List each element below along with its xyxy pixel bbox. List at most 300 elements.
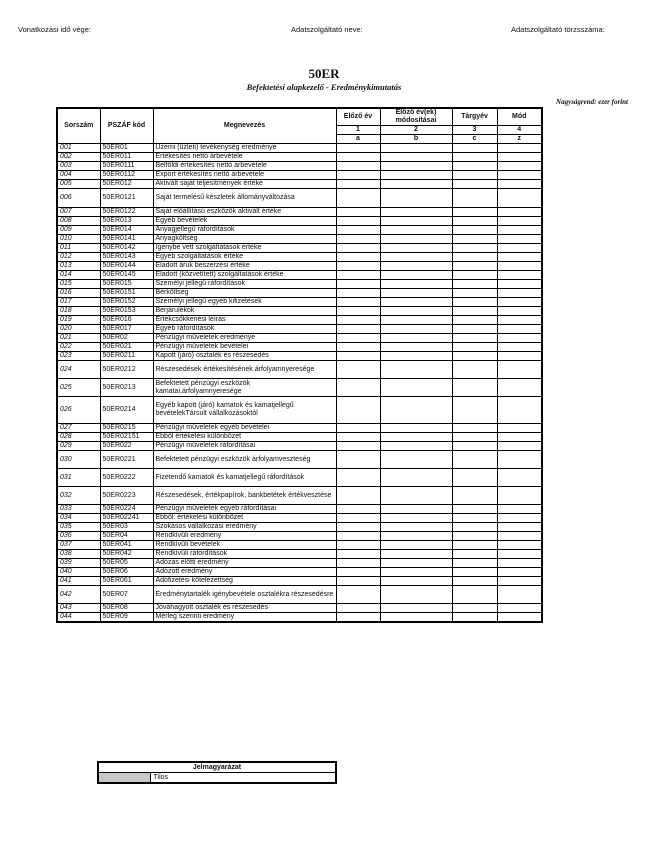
table-row <box>57 550 542 559</box>
value-current-year-cell[interactable] <box>452 343 497 352</box>
value-mod-cell[interactable] <box>497 397 542 424</box>
value-previous-year-changes-cell[interactable] <box>380 424 452 433</box>
value-previous-year-changes-cell[interactable] <box>380 171 452 180</box>
value-mod-cell[interactable] <box>497 226 542 235</box>
row-number: 035 <box>57 523 100 532</box>
value-previous-year-cell[interactable] <box>336 189 380 208</box>
value-previous-year-changes-cell[interactable] <box>380 541 452 550</box>
row-code: 50ER02241 <box>100 514 153 523</box>
value-previous-year-changes-cell[interactable] <box>380 271 452 280</box>
value-current-year-cell[interactable] <box>452 253 497 262</box>
row-code: 50ER022 <box>100 442 153 451</box>
row-number: 015 <box>57 280 100 289</box>
value-mod-cell[interactable] <box>497 613 542 623</box>
row-code: 50ER0151 <box>100 289 153 298</box>
table-row <box>57 280 542 289</box>
value-current-year-cell[interactable] <box>452 424 497 433</box>
value-previous-year-changes-cell[interactable] <box>380 316 452 325</box>
value-mod-cell[interactable] <box>497 280 542 289</box>
value-previous-year-cell[interactable] <box>336 289 380 298</box>
row-description: Rendkívüli ráfordítások <box>153 550 336 559</box>
table-row <box>57 235 542 244</box>
legend-table <box>97 761 337 784</box>
value-previous-year-changes-cell[interactable] <box>380 586 452 604</box>
value-previous-year-changes-cell[interactable] <box>380 379 452 397</box>
value-mod-cell[interactable] <box>497 298 542 307</box>
value-mod-cell[interactable] <box>497 217 542 226</box>
value-previous-year-cell[interactable] <box>336 262 380 271</box>
form-subtitle: Befektetési alapkezelő - Eredménykimutatás <box>246 82 402 92</box>
value-previous-year-cell[interactable] <box>336 568 380 577</box>
row-code: 50ER0142 <box>100 244 153 253</box>
value-current-year-cell[interactable] <box>452 226 497 235</box>
value-previous-year-cell[interactable] <box>336 505 380 514</box>
row-number: 018 <box>57 307 100 316</box>
row-description: Anyagjellegű ráfordítások <box>153 226 336 235</box>
value-mod-cell[interactable] <box>497 523 542 532</box>
row-number: 011 <box>57 244 100 253</box>
row-number: 027 <box>57 424 100 433</box>
value-previous-year-changes-cell[interactable] <box>380 162 452 171</box>
row-description: Egyéb ráfordítások <box>153 325 336 334</box>
col-letter-b: b <box>380 135 452 144</box>
value-current-year-cell[interactable] <box>452 180 497 189</box>
value-current-year-cell[interactable] <box>452 189 497 208</box>
row-number: 014 <box>57 271 100 280</box>
value-mod-cell[interactable] <box>497 469 542 487</box>
value-previous-year-changes-cell[interactable] <box>380 550 452 559</box>
value-mod-cell[interactable] <box>497 514 542 523</box>
value-previous-year-cell[interactable] <box>336 325 380 334</box>
value-mod-cell[interactable] <box>497 577 542 586</box>
value-current-year-cell[interactable] <box>452 397 497 424</box>
value-current-year-cell[interactable] <box>452 559 497 568</box>
value-current-year-cell[interactable] <box>452 244 497 253</box>
row-number: 020 <box>57 325 100 334</box>
row-description: Fizetendő kamatok és kamatjellegű ráfordítások <box>153 469 336 487</box>
value-previous-year-changes-cell[interactable] <box>380 352 452 361</box>
value-previous-year-cell[interactable] <box>336 442 380 451</box>
row-code: 50ER0145 <box>100 271 153 280</box>
legend-item-label: Tilos <box>150 773 336 784</box>
value-previous-year-cell[interactable] <box>336 469 380 487</box>
value-previous-year-cell[interactable] <box>336 208 380 217</box>
value-current-year-cell[interactable] <box>452 307 497 316</box>
value-previous-year-cell[interactable] <box>336 253 380 262</box>
value-mod-cell[interactable] <box>497 424 542 433</box>
value-mod-cell[interactable] <box>497 253 542 262</box>
value-previous-year-cell[interactable] <box>336 550 380 559</box>
value-mod-cell[interactable] <box>497 433 542 442</box>
row-number: 034 <box>57 514 100 523</box>
row-code: 50ER0152 <box>100 298 153 307</box>
legend-swatch <box>98 773 150 784</box>
value-previous-year-changes-cell[interactable] <box>380 532 452 541</box>
value-mod-cell[interactable] <box>497 343 542 352</box>
row-number: 024 <box>57 361 100 379</box>
value-previous-year-changes-cell[interactable] <box>380 604 452 613</box>
value-mod-cell[interactable] <box>497 189 542 208</box>
value-previous-year-changes-cell[interactable] <box>380 153 452 162</box>
value-current-year-cell[interactable] <box>452 280 497 289</box>
value-previous-year-changes-cell[interactable] <box>380 451 452 469</box>
value-current-year-cell[interactable] <box>452 487 497 505</box>
value-current-year-cell[interactable] <box>452 586 497 604</box>
header-megnevezes: Megnevezés <box>153 108 336 144</box>
value-previous-year-changes-cell[interactable] <box>380 244 452 253</box>
value-mod-cell[interactable] <box>497 171 542 180</box>
value-mod-cell[interactable] <box>497 208 542 217</box>
value-mod-cell[interactable] <box>497 162 542 171</box>
table-row <box>57 298 542 307</box>
row-number: 007 <box>57 208 100 217</box>
table-row <box>57 532 542 541</box>
row-description: Saját termelésű készletek állományváltozása <box>153 189 336 208</box>
value-previous-year-changes-cell[interactable] <box>380 253 452 262</box>
row-number: 003 <box>57 162 100 171</box>
value-current-year-cell[interactable] <box>452 505 497 514</box>
header-pszaf-kod: PSZÁF kód <box>100 108 153 144</box>
value-previous-year-changes-cell[interactable] <box>380 289 452 298</box>
value-previous-year-cell[interactable] <box>336 316 380 325</box>
row-number: 033 <box>57 505 100 514</box>
value-current-year-cell[interactable] <box>452 171 497 180</box>
value-mod-cell[interactable] <box>497 325 542 334</box>
row-description: Személyi jellegű egyéb kifizetések <box>153 298 336 307</box>
row-description: Eladott áruk beszerzési értéke <box>153 262 336 271</box>
col-number-3: 3 <box>452 126 497 135</box>
value-mod-cell[interactable] <box>497 262 542 271</box>
value-previous-year-changes-cell[interactable] <box>380 235 452 244</box>
row-number: 021 <box>57 334 100 343</box>
table-row <box>57 442 542 451</box>
value-previous-year-cell[interactable] <box>336 226 380 235</box>
value-previous-year-cell[interactable] <box>336 379 380 397</box>
row-description: Bérjárulékok <box>153 307 336 316</box>
row-description: Befektetett pénzügyi eszközök árfolyamveszteség <box>153 451 336 469</box>
value-previous-year-cell[interactable] <box>336 577 380 586</box>
header-sorszam: Sorszám <box>57 108 100 144</box>
provider-id-label: Adatszolgáltató törzsszáma: <box>511 25 605 34</box>
row-number: 037 <box>57 541 100 550</box>
value-current-year-cell[interactable] <box>452 532 497 541</box>
value-previous-year-cell[interactable] <box>336 271 380 280</box>
value-previous-year-cell[interactable] <box>336 280 380 289</box>
value-mod-cell[interactable] <box>497 180 542 189</box>
value-mod-cell[interactable] <box>497 352 542 361</box>
value-mod-cell[interactable] <box>497 550 542 559</box>
table-row <box>57 559 542 568</box>
value-current-year-cell[interactable] <box>452 577 497 586</box>
value-mod-cell[interactable] <box>497 604 542 613</box>
value-current-year-cell[interactable] <box>452 316 497 325</box>
row-code: 50ER07 <box>100 586 153 604</box>
row-description: Adózott eredmény <box>153 568 336 577</box>
value-mod-cell[interactable] <box>497 586 542 604</box>
table-row <box>57 352 542 361</box>
value-previous-year-cell[interactable] <box>336 586 380 604</box>
value-previous-year-changes-cell[interactable] <box>380 144 452 153</box>
value-previous-year-cell[interactable] <box>336 523 380 532</box>
value-current-year-cell[interactable] <box>452 433 497 442</box>
value-previous-year-changes-cell[interactable] <box>380 298 452 307</box>
value-current-year-cell[interactable] <box>452 289 497 298</box>
value-previous-year-changes-cell[interactable] <box>380 343 452 352</box>
row-number: 028 <box>57 433 100 442</box>
value-current-year-cell[interactable] <box>452 162 497 171</box>
col-number-2: 2 <box>380 126 452 135</box>
value-current-year-cell[interactable] <box>452 469 497 487</box>
row-code: 50ER02151 <box>100 433 153 442</box>
row-number: 025 <box>57 379 100 397</box>
row-code: 50ER0111 <box>100 162 153 171</box>
col-letter-a: a <box>336 135 380 144</box>
value-previous-year-changes-cell[interactable] <box>380 226 452 235</box>
value-previous-year-changes-cell[interactable] <box>380 262 452 271</box>
row-description: Üzemi (üzleti) tevékenység eredménye <box>153 144 336 153</box>
value-mod-cell[interactable] <box>497 144 542 153</box>
table-row <box>57 271 542 280</box>
row-code: 50ER01 <box>100 144 153 153</box>
value-mod-cell[interactable] <box>497 379 542 397</box>
row-code: 50ER04 <box>100 532 153 541</box>
value-current-year-cell[interactable] <box>452 325 497 334</box>
row-description: Bérköltség <box>153 289 336 298</box>
value-current-year-cell[interactable] <box>452 541 497 550</box>
value-mod-cell[interactable] <box>497 559 542 568</box>
table-row <box>57 523 542 532</box>
row-description: Egyéb szolgáltatások értéke <box>153 253 336 262</box>
value-current-year-cell[interactable] <box>452 514 497 523</box>
row-code: 50ER021 <box>100 343 153 352</box>
row-code: 50ER0112 <box>100 171 153 180</box>
row-description: Részesedések értékesítésének árfolyamnyeresége <box>153 361 336 379</box>
value-previous-year-changes-cell[interactable] <box>380 307 452 316</box>
unit-note: Nagyságrend: ezer forint <box>556 98 628 106</box>
row-code: 50ER014 <box>100 226 153 235</box>
provider-name-label: Adatszolgáltató neve: <box>291 25 363 34</box>
table-row <box>57 397 542 424</box>
value-mod-cell[interactable] <box>497 235 542 244</box>
value-previous-year-changes-cell[interactable] <box>380 577 452 586</box>
value-previous-year-cell[interactable] <box>336 532 380 541</box>
row-number: 004 <box>57 171 100 180</box>
row-description: Eladott (közvetített) szolgáltatások értéke <box>153 271 336 280</box>
value-previous-year-changes-cell[interactable] <box>380 559 452 568</box>
value-current-year-cell[interactable] <box>452 208 497 217</box>
table-row <box>57 604 542 613</box>
value-previous-year-cell[interactable] <box>336 451 380 469</box>
value-previous-year-changes-cell[interactable] <box>380 189 452 208</box>
value-previous-year-changes-cell[interactable] <box>380 397 452 424</box>
row-description: Anyagköltség <box>153 235 336 244</box>
table-row <box>57 162 542 171</box>
value-previous-year-cell[interactable] <box>336 433 380 442</box>
value-previous-year-cell[interactable] <box>336 604 380 613</box>
value-previous-year-cell[interactable] <box>336 559 380 568</box>
value-current-year-cell[interactable] <box>452 568 497 577</box>
row-description: Aktivált saját teljesítmények értéke <box>153 180 336 189</box>
row-number: 002 <box>57 153 100 162</box>
value-previous-year-cell[interactable] <box>336 298 380 307</box>
value-previous-year-changes-cell[interactable] <box>380 217 452 226</box>
value-previous-year-cell[interactable] <box>336 424 380 433</box>
value-mod-cell[interactable] <box>497 334 542 343</box>
row-description: Szokásos vállalkozási eredmény <box>153 523 336 532</box>
value-current-year-cell[interactable] <box>452 451 497 469</box>
value-previous-year-changes-cell[interactable] <box>380 180 452 189</box>
value-previous-year-changes-cell[interactable] <box>380 523 452 532</box>
table-row <box>57 144 542 153</box>
value-mod-cell[interactable] <box>497 153 542 162</box>
value-previous-year-changes-cell[interactable] <box>380 613 452 623</box>
row-description: Mérleg szerinti eredmény <box>153 613 336 623</box>
row-description: Kapott (járó) osztalék és részesedés <box>153 352 336 361</box>
value-previous-year-cell[interactable] <box>336 334 380 343</box>
form-code-title: 50ER <box>308 66 340 81</box>
table-row <box>57 316 542 325</box>
value-previous-year-changes-cell[interactable] <box>380 325 452 334</box>
table-row <box>57 568 542 577</box>
value-previous-year-changes-cell[interactable] <box>380 514 452 523</box>
row-description: Pénzügyi műveletek egyéb ráfordításai <box>153 505 336 514</box>
row-number: 044 <box>57 613 100 623</box>
row-code: 50ER016 <box>100 316 153 325</box>
value-mod-cell[interactable] <box>497 568 542 577</box>
value-mod-cell[interactable] <box>497 244 542 253</box>
value-current-year-cell[interactable] <box>452 550 497 559</box>
row-code: 50ER0221 <box>100 451 153 469</box>
value-previous-year-changes-cell[interactable] <box>380 442 452 451</box>
row-code: 50ER0211 <box>100 352 153 361</box>
row-number: 022 <box>57 343 100 352</box>
value-previous-year-cell[interactable] <box>336 153 380 162</box>
value-current-year-cell[interactable] <box>452 352 497 361</box>
value-current-year-cell[interactable] <box>452 361 497 379</box>
value-previous-year-cell[interactable] <box>336 514 380 523</box>
value-current-year-cell[interactable] <box>452 262 497 271</box>
value-previous-year-cell[interactable] <box>336 343 380 352</box>
value-current-year-cell[interactable] <box>452 334 497 343</box>
row-code: 50ER03 <box>100 523 153 532</box>
table-row <box>57 180 542 189</box>
row-code: 50ER0122 <box>100 208 153 217</box>
table-row <box>57 208 542 217</box>
value-previous-year-cell[interactable] <box>336 217 380 226</box>
row-code: 50ER02 <box>100 334 153 343</box>
value-current-year-cell[interactable] <box>452 217 497 226</box>
row-code: 50ER09 <box>100 613 153 623</box>
value-previous-year-cell[interactable] <box>336 352 380 361</box>
value-previous-year-cell[interactable] <box>336 397 380 424</box>
value-current-year-cell[interactable] <box>452 153 497 162</box>
value-previous-year-cell[interactable] <box>336 541 380 550</box>
value-previous-year-cell[interactable] <box>336 613 380 623</box>
value-previous-year-cell[interactable] <box>336 235 380 244</box>
row-number: 041 <box>57 577 100 586</box>
row-number: 008 <box>57 217 100 226</box>
value-mod-cell[interactable] <box>497 505 542 514</box>
row-number: 023 <box>57 352 100 361</box>
row-description: Értékesítés nettó árbevétele <box>153 153 336 162</box>
row-description: Adózás előtti eredmény <box>153 559 336 568</box>
value-current-year-cell[interactable] <box>452 604 497 613</box>
table-row <box>57 189 542 208</box>
value-mod-cell[interactable] <box>497 487 542 505</box>
row-number: 001 <box>57 144 100 153</box>
row-description: Saját előállítású eszközök aktivált értéke <box>153 208 336 217</box>
value-previous-year-cell[interactable] <box>336 171 380 180</box>
row-code: 50ER0153 <box>100 307 153 316</box>
row-number: 036 <box>57 532 100 541</box>
row-description: Személyi jellegű ráfordítások <box>153 280 336 289</box>
table-row <box>57 325 542 334</box>
value-previous-year-cell[interactable] <box>336 144 380 153</box>
value-mod-cell[interactable] <box>497 361 542 379</box>
value-previous-year-changes-cell[interactable] <box>380 469 452 487</box>
value-mod-cell[interactable] <box>497 541 542 550</box>
value-current-year-cell[interactable] <box>452 144 497 153</box>
value-previous-year-changes-cell[interactable] <box>380 487 452 505</box>
value-previous-year-changes-cell[interactable] <box>380 280 452 289</box>
row-number: 009 <box>57 226 100 235</box>
row-number: 039 <box>57 559 100 568</box>
table-row <box>57 379 542 397</box>
table-row <box>57 469 542 487</box>
row-code: 50ER06 <box>100 568 153 577</box>
value-mod-cell[interactable] <box>497 271 542 280</box>
value-mod-cell[interactable] <box>497 289 542 298</box>
value-current-year-cell[interactable] <box>452 523 497 532</box>
value-previous-year-changes-cell[interactable] <box>380 334 452 343</box>
value-previous-year-cell[interactable] <box>336 487 380 505</box>
row-description: Igénybe vett szolgáltatások értéke <box>153 244 336 253</box>
value-current-year-cell[interactable] <box>452 442 497 451</box>
table-row <box>57 541 542 550</box>
legend-title: Jelmagyarázat <box>98 762 336 773</box>
value-previous-year-changes-cell[interactable] <box>380 208 452 217</box>
row-description: Pénzügyi műveletek ráfordításai <box>153 442 336 451</box>
value-mod-cell[interactable] <box>497 532 542 541</box>
value-previous-year-changes-cell[interactable] <box>380 505 452 514</box>
value-mod-cell[interactable] <box>497 451 542 469</box>
table-row <box>57 514 542 523</box>
value-previous-year-changes-cell[interactable] <box>380 361 452 379</box>
value-current-year-cell[interactable] <box>452 235 497 244</box>
value-current-year-cell[interactable] <box>452 613 497 623</box>
value-mod-cell[interactable] <box>497 307 542 316</box>
row-code: 50ER015 <box>100 280 153 289</box>
value-mod-cell[interactable] <box>497 442 542 451</box>
row-code: 50ER017 <box>100 325 153 334</box>
value-current-year-cell[interactable] <box>452 298 497 307</box>
value-previous-year-cell[interactable] <box>336 162 380 171</box>
value-previous-year-cell[interactable] <box>336 361 380 379</box>
value-previous-year-changes-cell[interactable] <box>380 568 452 577</box>
row-number: 029 <box>57 442 100 451</box>
value-mod-cell[interactable] <box>497 316 542 325</box>
value-current-year-cell[interactable] <box>452 379 497 397</box>
row-number: 019 <box>57 316 100 325</box>
value-previous-year-cell[interactable] <box>336 307 380 316</box>
row-code: 50ER0214 <box>100 397 153 424</box>
value-previous-year-cell[interactable] <box>336 180 380 189</box>
value-current-year-cell[interactable] <box>452 271 497 280</box>
row-code: 50ER041 <box>100 541 153 550</box>
header-current-year: Tárgyév <box>452 108 497 126</box>
value-previous-year-changes-cell[interactable] <box>380 433 452 442</box>
value-previous-year-cell[interactable] <box>336 244 380 253</box>
